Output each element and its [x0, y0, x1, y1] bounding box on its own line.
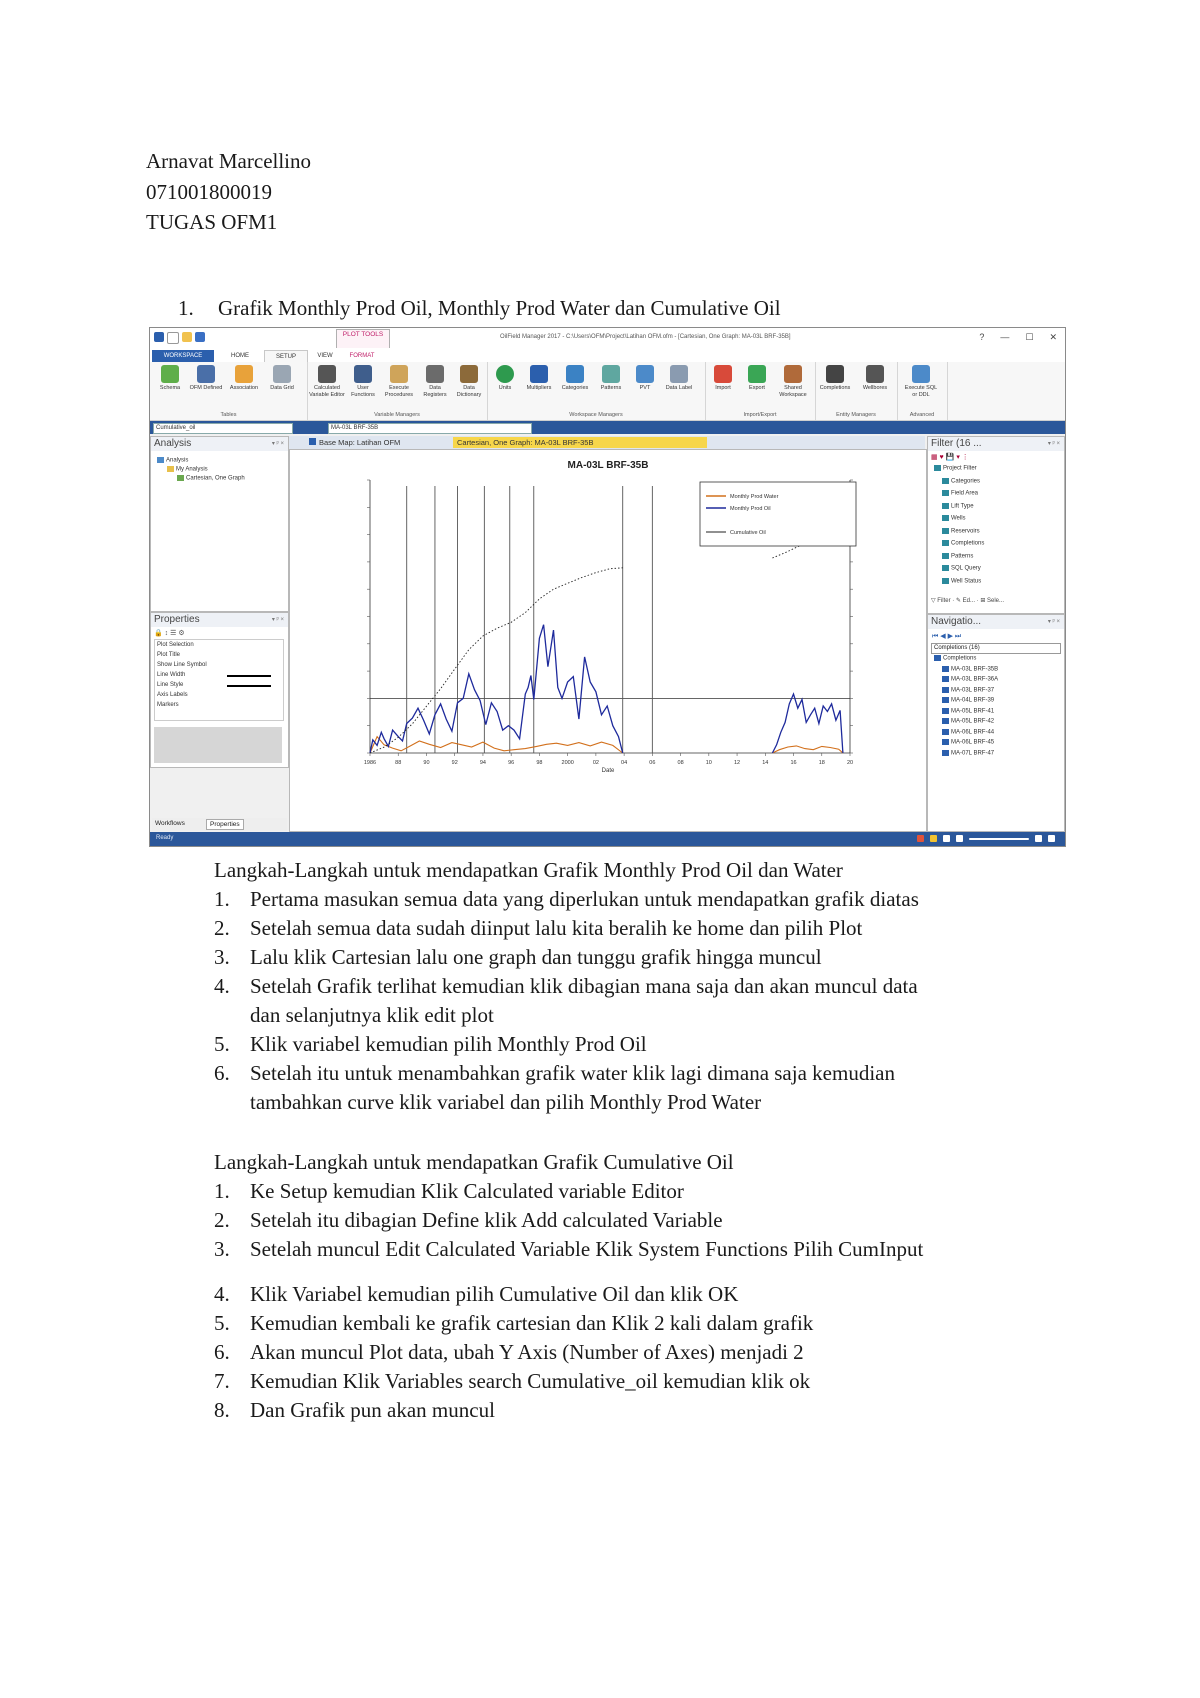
group-label-advanced: Advanced — [909, 412, 935, 418]
x-tick-label: 14 — [762, 760, 769, 766]
step-text: Setelah muncul Edit Calculated Variable Klik System Functions Pilih CumInput — [250, 1237, 924, 1261]
x-tick-label: 06 — [649, 760, 656, 766]
author-block — [146, 146, 311, 238]
list-item-icon — [942, 697, 949, 703]
step-number: 4. — [214, 974, 230, 998]
x-axis-label: Date — [601, 768, 615, 774]
list-item-icon — [942, 553, 949, 559]
step-text: Kemudian Klik Variables search Cumulative_oil kemudian klik ok — [250, 1369, 811, 1393]
filter-bottom-tabs[interactable]: ▽ Filter · ✎ Ed... · ⊞ Sele... — [931, 598, 1005, 604]
filter-panel-title: Filter (16 ... ▾ ᵖ × — [928, 437, 1064, 451]
close-icon[interactable]: ✕ — [1049, 332, 1057, 342]
data-registers-icon — [426, 365, 444, 383]
status-bar — [150, 832, 1065, 846]
x-tick-label: 16 — [790, 760, 797, 766]
step-number: 5. — [214, 1032, 230, 1056]
filter-pin-icon[interactable]: ▾ ᵖ × — [1047, 441, 1060, 447]
panel-list-item[interactable] — [942, 718, 994, 725]
app-logo-icon — [154, 332, 164, 342]
schema-button[interactable]: Schema — [152, 365, 188, 392]
wellbores-icon — [866, 365, 884, 383]
oil-water-steps — [214, 858, 1114, 1118]
filter-toolbar: ▦ ♥ 💾 ▾ ⋮ — [931, 454, 969, 461]
export-icon — [748, 365, 766, 383]
list-item-label: SQL Query — [951, 565, 981, 572]
pvt-icon — [636, 365, 654, 383]
property-row[interactable]: Plot Selection — [157, 642, 194, 648]
step-number: 7. — [214, 1369, 230, 1393]
step-number: 1. — [214, 887, 230, 911]
x-tick-label: 02 — [592, 760, 599, 766]
step-text: tambahkan curve klik variabel dan pilih Monthly Prod Water — [250, 1090, 762, 1114]
ribbon-group-advanced — [897, 362, 948, 420]
entity-select[interactable]: MA-03L BRF-35B — [328, 423, 532, 434]
execute-sql-button[interactable]: Execute SQL or DDL — [903, 365, 939, 398]
zoom-in-icon[interactable] — [1035, 835, 1042, 842]
list-item-icon — [942, 478, 949, 484]
minimize-icon[interactable]: — — [1000, 332, 1010, 342]
list-item-icon — [942, 676, 949, 682]
group-label-variable-managers: Variable Managers — [374, 412, 420, 418]
calculated-variable-editor-button[interactable]: Calculated Variable Editor — [309, 365, 345, 398]
settings-icon[interactable] — [956, 835, 963, 842]
student-id: 071001800019 — [146, 179, 272, 204]
panel-list-item[interactable] — [942, 515, 966, 522]
step-text: Dan Grafik pun akan muncul — [250, 1398, 495, 1422]
legend-label-oil: Monthly Prod Oil — [730, 506, 771, 512]
multipliers-icon — [530, 365, 548, 383]
x-tick-label: 96 — [508, 760, 515, 766]
panel-list-item[interactable] — [942, 708, 994, 715]
dictionary-icon — [460, 365, 478, 383]
categories-button[interactable]: Categories — [557, 365, 593, 392]
line-style-swatch — [227, 685, 271, 687]
cumulative-oil-steps — [214, 1150, 1114, 1440]
user-functions-button[interactable]: User Functions — [345, 365, 381, 398]
selection-toolbar — [150, 421, 1065, 434]
document-tabs — [289, 436, 925, 449]
list-item-label: Lift Type — [951, 503, 974, 510]
step-text: Akan muncul Plot data, ubah Y Axis (Number of Axes) menjadi 2 — [250, 1340, 804, 1364]
data-label-icon — [670, 365, 688, 383]
ofm-defined-icon — [197, 365, 215, 383]
association-button[interactable]: Association — [226, 365, 262, 392]
list-item-icon — [934, 465, 941, 471]
wellbores-button[interactable]: Wellbores — [857, 365, 893, 392]
ribbon-group-variable-managers — [307, 362, 488, 420]
panel-list-item[interactable] — [942, 666, 998, 673]
data-label-button[interactable]: Data Label — [661, 365, 697, 392]
warning-icon[interactable] — [930, 835, 937, 842]
panel-list-item[interactable] — [942, 565, 981, 572]
properties-panel — [150, 612, 289, 768]
analysis-panel — [150, 436, 289, 612]
step-number: 6. — [214, 1340, 230, 1364]
list-item-label: Completions — [943, 655, 977, 662]
tab-setup[interactable]: SETUP — [264, 350, 308, 363]
assignment-title: TUGAS OFM1 — [146, 210, 278, 234]
ofm-defined-button[interactable]: OFM Defined — [188, 365, 224, 392]
x-tick-label: 98 — [536, 760, 543, 766]
list-item-icon — [942, 750, 949, 756]
panel-list-item[interactable] — [942, 540, 984, 547]
step-text: Klik Variabel kemudian pilih Cumulative Oil dan klik OK — [250, 1282, 739, 1306]
list-item-label: MA-03L BRF-37 — [951, 687, 995, 694]
step-text: Setelah itu dibagian Define klik Add calculated Variable — [250, 1208, 723, 1232]
x-tick-label: 04 — [621, 760, 628, 766]
tab-home[interactable]: HOME — [231, 353, 249, 359]
variable-select[interactable]: Cumulative_oil — [153, 423, 293, 434]
plot-area[interactable] — [289, 449, 927, 832]
analysis-folder-icon — [157, 457, 164, 463]
x-tick-label: 90 — [423, 760, 430, 766]
maximize-icon[interactable]: ☐ — [1025, 332, 1034, 342]
property-row[interactable]: Axis Labels — [157, 692, 188, 698]
data-grid-button[interactable]: Data Grid — [264, 365, 300, 392]
panel-list-item[interactable] — [942, 478, 980, 485]
properties-tab[interactable]: Properties — [206, 819, 244, 830]
units-button[interactable]: Units — [487, 365, 523, 392]
window-title: OilField Manager 2017 - C:\Users\OFM\Project\Latihan OFM.ofm - [Cartesian, One Graph: MA-03L BRF-35B] — [500, 334, 791, 340]
completions-icon — [826, 365, 844, 383]
data-dictionary-button[interactable]: Data Dictionary — [451, 365, 487, 398]
oil-water-steps-heading: Langkah-Langkah untuk mendapatkan Grafik Monthly Prod Oil dan Water — [214, 858, 843, 882]
units-icon — [496, 365, 514, 383]
x-tick-label: 92 — [451, 760, 458, 766]
list-item-label: Wells — [951, 515, 966, 522]
handshake-icon — [784, 365, 802, 383]
panel-list-item[interactable] — [942, 697, 994, 704]
list-item-icon — [942, 739, 949, 745]
legend-label-cum: Cumulative Oil — [730, 530, 766, 536]
property-row[interactable]: Markers — [157, 702, 179, 708]
line-width-swatch — [227, 675, 271, 677]
x-tick-label: 2000 — [561, 760, 574, 766]
legend-label-water: Monthly Prod Water — [730, 494, 779, 500]
tree-item-analysis[interactable]: Analysis — [157, 457, 188, 464]
ribbon-tabs — [150, 348, 1065, 362]
sql-icon — [912, 365, 930, 383]
ribbon-group-import-export — [705, 362, 816, 420]
section-heading — [178, 296, 781, 321]
property-row[interactable]: Show Line Symbol — [157, 662, 207, 668]
chart-series-group — [370, 527, 843, 753]
window-controls — [979, 332, 1057, 343]
list-item-icon — [942, 729, 949, 735]
ribbon — [150, 362, 1065, 421]
association-icon — [235, 365, 253, 383]
step-number: 3. — [214, 1237, 230, 1261]
status-icons — [917, 835, 1055, 842]
filter-panel — [927, 436, 1065, 614]
panel-list-item[interactable] — [942, 578, 981, 585]
help-icon[interactable]: ? — [979, 332, 985, 342]
list-item-icon — [942, 708, 949, 714]
data-grid-icon — [273, 365, 291, 383]
title-bar — [150, 328, 1065, 349]
tab-view[interactable]: VIEW — [317, 353, 333, 359]
chart-x-ticks — [364, 753, 853, 766]
step-number: 5. — [214, 1311, 230, 1335]
list-item-label: MA-04L BRF-39 — [951, 697, 995, 704]
series-monthly-oil — [370, 625, 623, 753]
panel-list-item[interactable] — [942, 676, 998, 683]
chart-icon — [177, 475, 184, 481]
cumulative-oil-steps-heading: Langkah-Langkah untuk mendapatkan Grafik Cumulative Oil — [214, 1150, 734, 1174]
step-text: Lalu klik Cartesian lalu one graph dan tunggu grafik hingga muncul — [250, 945, 822, 969]
map-icon — [309, 438, 316, 445]
list-item-icon — [942, 565, 949, 571]
list-item-label: Well Status — [951, 578, 982, 585]
patterns-icon — [602, 365, 620, 383]
import-icon — [714, 365, 732, 383]
completions-button[interactable]: Completions — [817, 365, 853, 392]
legend-box — [700, 482, 856, 546]
list-item-label: MA-07L BRF-47 — [951, 750, 995, 757]
panel-list-item[interactable] — [942, 503, 974, 510]
property-description-box — [154, 727, 282, 763]
panel-list-item[interactable] — [942, 729, 994, 736]
step-number: 2. — [214, 916, 230, 940]
x-tick-label: 10 — [705, 760, 712, 766]
list-item-label: Reservoirs — [951, 528, 980, 535]
step-text: Setelah Grafik terlihat kemudian klik dibagian mana saja dan akan muncul data — [250, 974, 918, 998]
ribbon-group-tables — [150, 362, 308, 420]
list-item-icon — [942, 666, 949, 672]
list-item-icon — [942, 490, 949, 496]
section-title: Grafik Monthly Prod Oil, Monthly Prod Water dan Cumulative Oil — [218, 296, 781, 320]
properties-panel-title: Properties ▾ ᵖ × — [151, 613, 288, 627]
tab-workspace[interactable]: WORKSPACE — [152, 350, 214, 362]
workflows-tab[interactable]: Workflows — [155, 820, 185, 827]
panel-list-item[interactable] — [934, 655, 976, 662]
list-item-label: Project Filter — [943, 465, 977, 472]
step-text: dan selanjutnya klik edit plot — [250, 1003, 494, 1027]
list-item-icon — [942, 578, 949, 584]
execute-procedures-button[interactable]: Execute Procedures — [381, 365, 417, 398]
author-name: Arnavat Marcellino — [146, 149, 312, 173]
list-item-icon — [942, 515, 949, 521]
tab-format[interactable]: FORMAT — [349, 353, 375, 359]
step-number: 2. — [214, 1208, 230, 1232]
group-label-workspace-managers: Workspace Managers — [569, 412, 623, 418]
fit-icon[interactable] — [1048, 835, 1055, 842]
panel-list-item[interactable] — [942, 553, 973, 560]
patterns-button[interactable]: Patterns — [593, 365, 629, 392]
x-tick-label: 08 — [677, 760, 684, 766]
chart-legend — [700, 482, 856, 546]
multipliers-button[interactable]: Multipliers — [521, 365, 557, 392]
x-tick-label: 18 — [818, 760, 825, 766]
import-button[interactable]: Import — [705, 365, 741, 392]
status-text: Ready — [156, 835, 174, 841]
step-number: 6. — [214, 1061, 230, 1085]
folder-icon — [167, 466, 174, 472]
step-text: Kemudian kembali ke grafik cartesian dan Klik 2 kali dalam grafik — [250, 1311, 814, 1335]
chart-title: MA-03L BRF-35B — [567, 460, 649, 471]
ribbon-group-entity-managers — [815, 362, 898, 420]
schema-icon — [161, 365, 179, 383]
panel-pin-icon[interactable]: ▾ ᵖ × — [271, 441, 284, 447]
panel-list-item[interactable] — [942, 490, 978, 497]
shared-workspace-button[interactable]: Shared Workspace — [775, 365, 811, 398]
tree-item-cartesian[interactable]: Cartesian, One Graph — [177, 475, 245, 482]
panel-bottom-tabs — [152, 818, 287, 831]
panel-list-item[interactable] — [934, 465, 977, 472]
list-item-label: MA-03L BRF-35B — [951, 666, 999, 673]
tab-base-map[interactable]: Base Map: Latihan OFM — [309, 437, 449, 448]
data-registers-button[interactable]: Data Registers — [417, 365, 453, 398]
step-text: Pertama masukan semua data yang diperlukan untuk mendapatkan grafik diatas — [250, 887, 919, 911]
ofm-screenshot — [149, 327, 1066, 847]
list-item-label: MA-06L BRF-45 — [951, 739, 995, 746]
analysis-panel-title: Analysis ▾ ᵖ × — [151, 437, 288, 451]
export-button[interactable]: Export — [739, 365, 775, 392]
pvt-button[interactable]: PVT — [627, 365, 663, 392]
list-item-label: Completions — [951, 540, 985, 547]
properties-toolbar: 🔒 ↕ ☰ ⚙ — [154, 630, 185, 637]
step-text: Klik variabel kemudian pilih Monthly Prod Oil — [250, 1032, 647, 1056]
step-text: Ke Setup kemudian Klik Calculated variable Editor — [250, 1179, 684, 1203]
list-item-label: Field Area — [951, 490, 979, 497]
group-label-entity-managers: Entity Managers — [836, 412, 876, 418]
procedures-icon — [390, 365, 408, 383]
list-item-icon — [942, 687, 949, 693]
list-item-label: MA-05L BRF-41 — [951, 708, 995, 715]
property-row[interactable]: Plot Title — [157, 652, 181, 658]
panel-list-item[interactable] — [942, 687, 994, 694]
zoom-slider[interactable] — [969, 838, 1029, 840]
quick-access-toolbar — [154, 332, 205, 344]
x-tick-label: 1986 — [363, 760, 377, 766]
list-item-icon — [942, 503, 949, 509]
info-icon[interactable] — [943, 835, 950, 842]
panel-list-item[interactable] — [942, 750, 994, 757]
list-item-label: Categories — [951, 478, 981, 485]
error-icon[interactable] — [917, 835, 924, 842]
plot-tools-context-tab[interactable]: PLOT TOOLS — [336, 329, 390, 348]
series-monthly-water — [370, 737, 623, 753]
list-item-label: Patterns — [951, 553, 974, 560]
list-item-icon — [942, 528, 949, 534]
categories-icon — [566, 365, 584, 383]
step-number: 8. — [214, 1398, 230, 1422]
list-item-label: MA-06L BRF-44 — [951, 729, 995, 736]
x-tick-label: 20 — [846, 760, 854, 766]
series-monthly-oil-late — [772, 694, 843, 753]
property-row[interactable]: Line Style — [157, 682, 184, 688]
tab-cartesian-one-graph[interactable]: Cartesian, One Graph: MA-03L BRF-35B — [453, 437, 707, 448]
step-text: Setelah itu untuk menambahkan grafik water klik lagi dimana saja kemudian — [250, 1061, 895, 1085]
x-tick-label: 12 — [733, 760, 741, 766]
new-file-icon[interactable] — [167, 332, 179, 344]
ribbon-group-workspace-managers — [487, 362, 706, 420]
save-icon[interactable] — [195, 332, 205, 342]
step-text: Setelah semua data sudah diinput lalu kita beralih ke home dan pilih Plot — [250, 916, 863, 940]
list-item-label: MA-03L BRF-36A — [951, 676, 999, 683]
step-number: 3. — [214, 945, 230, 969]
completions-dropdown[interactable]: Completions (16) — [931, 643, 1061, 654]
series-monthly-water-late — [772, 746, 843, 753]
panel-list-item[interactable] — [942, 739, 994, 746]
tree-item-my-analysis[interactable]: My Analysis — [167, 466, 208, 473]
navigation-arrows[interactable]: ⏮ ◀ ▶ ⏭ — [932, 633, 962, 640]
list-item-icon — [942, 718, 949, 724]
x-tick-label: 88 — [395, 760, 402, 766]
navigation-panel — [927, 614, 1065, 832]
x-tick-label: 94 — [479, 760, 487, 766]
calculator-icon — [318, 365, 336, 383]
navigation-pin-icon[interactable]: ▾ ᵖ × — [1047, 619, 1060, 625]
user-functions-icon — [354, 365, 372, 383]
open-folder-icon[interactable] — [182, 332, 192, 342]
group-label-import-export: Import/Export — [743, 412, 777, 418]
property-row[interactable]: Line Width — [157, 672, 186, 678]
list-item-icon — [942, 540, 949, 546]
cartesian-chart — [290, 450, 926, 831]
property-grid — [154, 639, 284, 721]
list-item-icon — [934, 655, 941, 661]
list-item-label: MA-05L BRF-42 — [951, 718, 995, 725]
section-number: 1. — [178, 296, 194, 320]
group-label-tables: Tables — [220, 412, 237, 418]
navigation-panel-title: Navigatio... ▾ ᵖ × — [928, 615, 1064, 629]
step-number: 4. — [214, 1282, 230, 1306]
step-number: 1. — [214, 1179, 230, 1203]
properties-pin-icon[interactable]: ▾ ᵖ × — [271, 617, 284, 623]
panel-list-item[interactable] — [942, 528, 980, 535]
